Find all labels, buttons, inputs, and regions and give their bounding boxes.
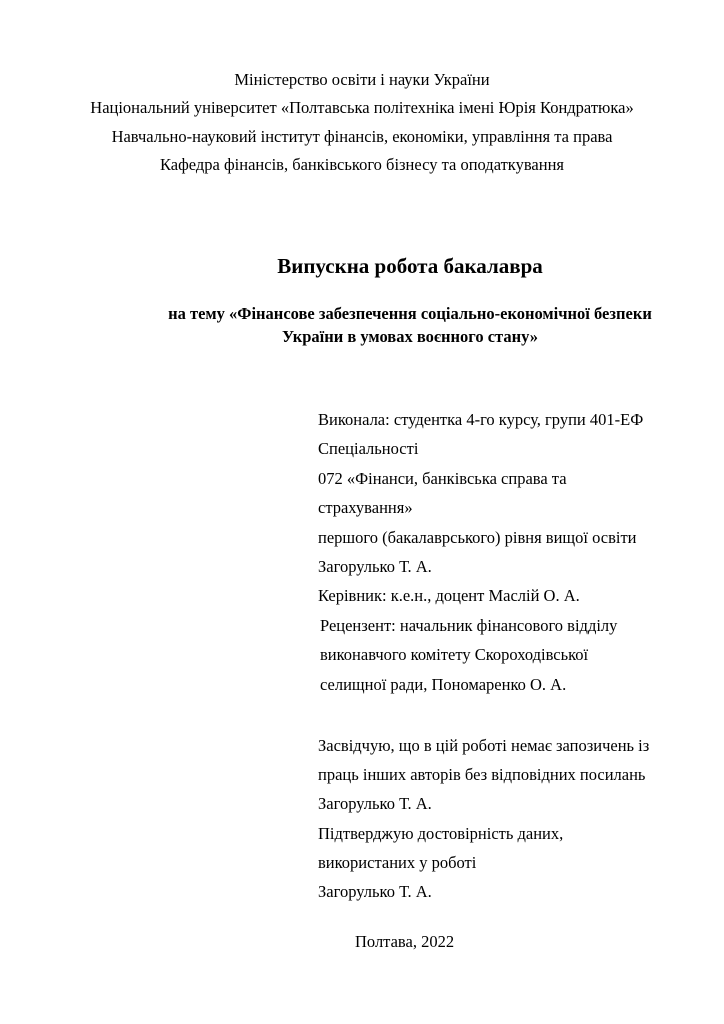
ministry-name: Міністерство освіти і науки України <box>234 70 490 89</box>
declaration-block <box>318 731 649 906</box>
specialty-label: Спеціальності <box>318 439 419 459</box>
place-year: Полтава, 2022 <box>355 932 455 951</box>
document-title: Випускна робота бакалавра <box>277 254 543 278</box>
author-info <box>318 405 643 699</box>
declaration-line-2: праць інших авторів без відповідних посилань <box>318 765 646 785</box>
student-line: Виконала: студентка 4-го курсу, групи 401-ЕФ <box>318 410 644 429</box>
specialty-line-1: 072 «Фінанси, банківська справа та <box>318 468 567 488</box>
reviewer-line-2: виконавчого комітету Скороходівської <box>320 645 589 665</box>
reviewer-line-3: селищної ради, Пономаренко О. А. <box>320 674 567 694</box>
declaration-line-3: Підтверджую достовірність даних, <box>318 823 564 843</box>
declaration-line-4: використаних у роботі <box>318 852 477 872</box>
institution-header <box>0 66 724 179</box>
reviewer-line-1: Рецензент: начальник фінансового відділу <box>320 615 618 635</box>
topic-line-2: України в умовах воєнного стану» <box>281 327 539 346</box>
education-level: першого (бакалаврського) рівня вищої освіти <box>318 527 637 547</box>
specialty-line-2: страхування» <box>318 498 413 518</box>
thesis-topic <box>100 302 720 348</box>
declaration-name-1: Загорулько Т. А. <box>318 794 432 814</box>
declaration-name-2: Загорулько Т. А. <box>318 882 432 902</box>
department-name: Кафедра фінансів, банківського бізнесу та оподаткування <box>159 154 564 174</box>
declaration-line-1: Засвідчую, що в цій роботі немає запозичень із <box>318 736 650 755</box>
university-name: Національний університет «Полтавська політехніка імені Юрія Кондратюка» <box>90 98 634 118</box>
institute-name: Навчально-науковий інститут фінансів, економіки, управління та права <box>111 126 613 146</box>
student-name: Загорулько Т. А. <box>318 557 432 577</box>
topic-line-1: на тему «Фінансове забезпечення соціально-економічної безпеки <box>168 304 652 323</box>
supervisor: Керівник: к.е.н., доцент Маслій О. А. <box>318 586 580 606</box>
